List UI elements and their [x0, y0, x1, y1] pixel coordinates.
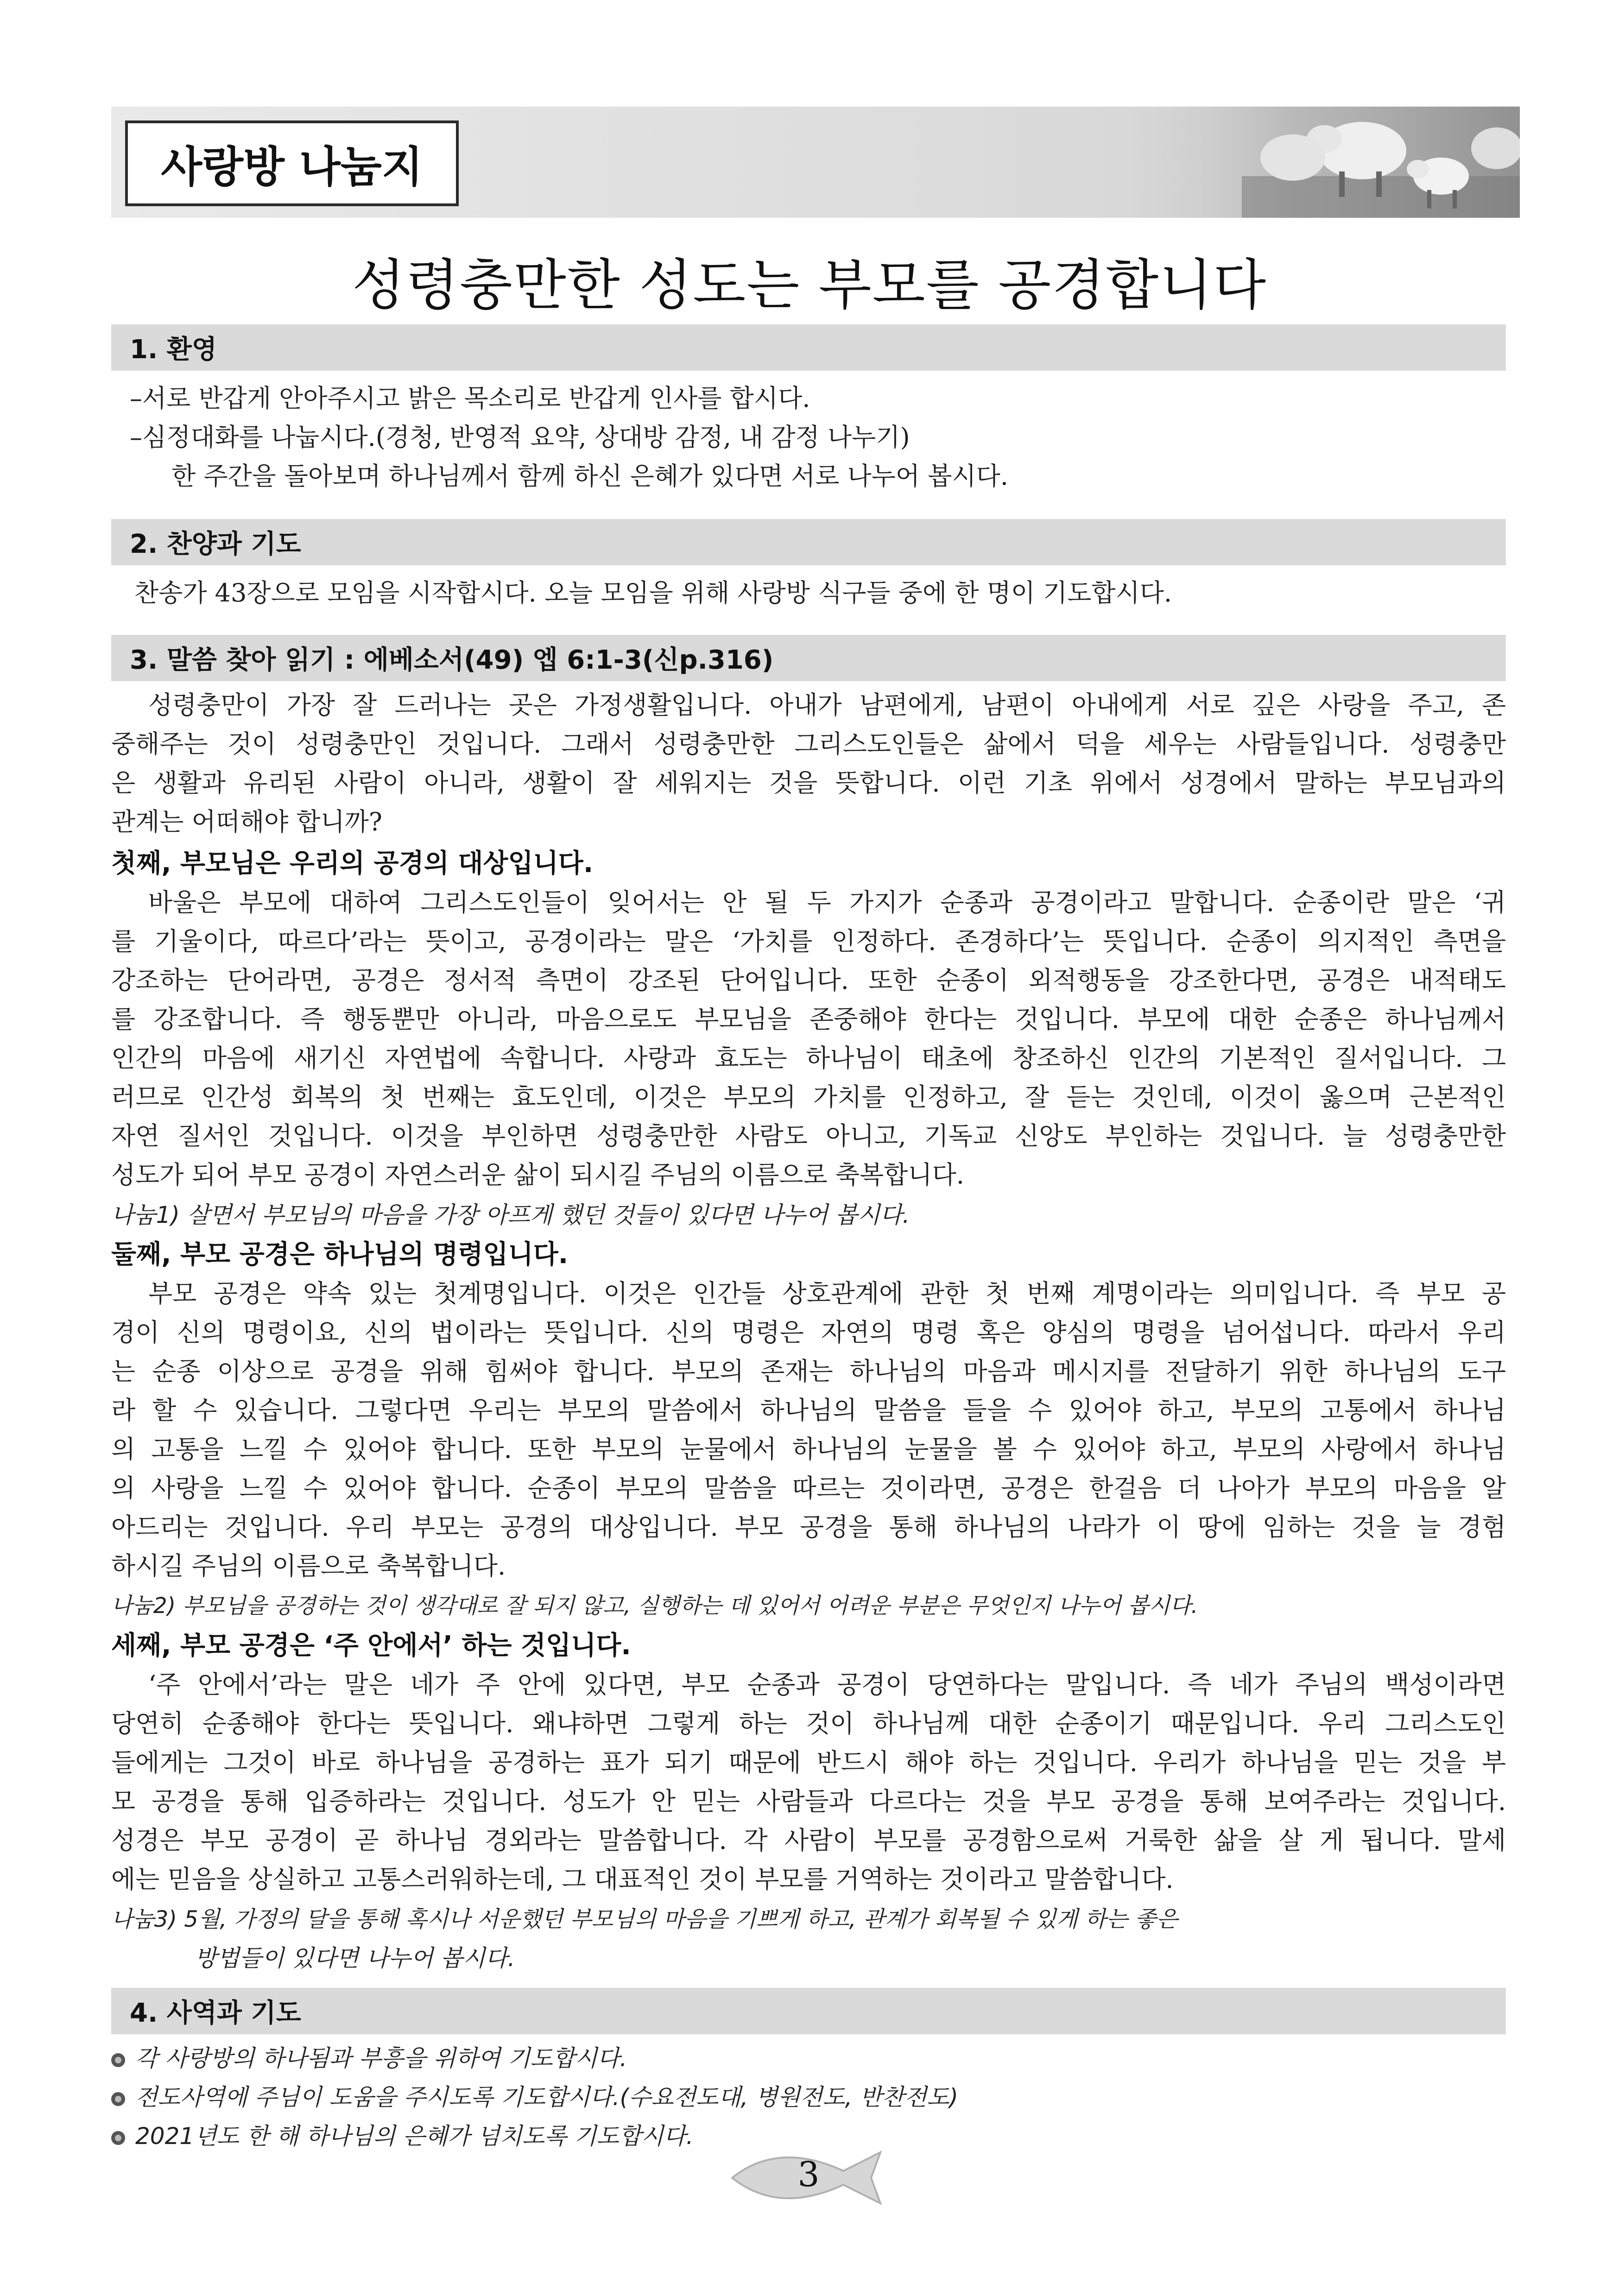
intro-line: 은 생활과 유리된 사람이 아니라, 생활이 잘 세워지는 것을 뜻합니다. 이런 기초 위에서 성경에서 말하는 부모님과의: [111, 768, 1506, 797]
share-question-3-cont: 방법들이 있다면 나누어 봅시다.: [195, 1945, 515, 1972]
section-1-header: 1. 환영: [111, 324, 1506, 371]
point-2-line: 라 할 수 있습니다. 그렇다면 우리는 부모의 말씀에서 하나님의 말씀을 들을 수 있어야 하고, 부모의 고통에서 하나님: [111, 1396, 1506, 1425]
point-2-line: 부모 공경은 약속 있는 첫계명입니다. 이것은 인간들 상호관계에 관한 첫 번째 계명이라는 의미입니다. 즉 부모 공: [148, 1279, 1506, 1308]
point-1-line: 를 강조합니다. 즉 행동뿐만 아니라, 마음으로도 부모님을 존중해야 한다는 것입니다. 부모에 대한 순종은 하나님께서: [111, 1005, 1506, 1034]
prayer-item-text: 전도사역에 주님이 도움을 주시도록 기도합시다.(수요전도대, 병원전도, 반찬전도): [135, 2084, 958, 2111]
point-1-line: 인간의 마음에 새기신 자연법에 속합니다. 사랑과 효도는 하나님이 태초에 창조하신 인간의 기본적인 질서입니다. 그: [111, 1044, 1506, 1073]
share-question-1: 나눔1) 살면서 부모님의 마음을 가장 아프게 했던 것들이 있다면 나누어 봅시다.: [111, 1202, 910, 1228]
point-1-line: 강조하는 단어라면, 공경은 정서적 측면이 강조된 단어입니다. 또한 순종이 외적행동을 강조한다면, 공경은 내적태도: [111, 966, 1506, 995]
intro-line: 성령충만이 가장 잘 드러나는 곳은 가정생활입니다. 아내가 남편에게, 남편이 아내에게 서로 깊은 사랑을 주고, 존: [148, 690, 1506, 720]
point-3-line: 당연히 순종해야 한다는 뜻입니다. 왜냐하면 그렇게 하는 것이 하나님께 대한 순종이기 때문입니다. 우리 그리스도인: [111, 1709, 1506, 1738]
section-4-header: 4. 사역과 기도: [111, 1988, 1506, 2034]
point-3-line: 모 공경을 통해 입증하라는 것입니다. 성도가 안 믿는 사람들과 다르다는 것을 부모 공경을 통해 보여주라는 것입니다.: [111, 1787, 1506, 1816]
intro-line: 관계는 어떠해야 합니까?: [111, 807, 382, 836]
point-2-line: 아드리는 것입니다. 우리 부모는 공경의 대상입니다. 부모 공경을 통해 하나님의 나라가 이 땅에 임하는 것을 늘 경험: [111, 1512, 1506, 1542]
bullet-icon: [111, 2131, 125, 2145]
point-1-heading: 첫째, 부모님은 우리의 공경의 대상입니다.: [111, 848, 594, 879]
prayer-item: [111, 2078, 1506, 2117]
point-1-line: 를 기울이다, 따르다’라는 뜻이고, 공경이라는 말은 ‘가치를 인정하다. 존경하다’는 뜻입니다. 순종이 의지적인 측면을: [111, 927, 1506, 956]
page-title: 성령충만한 성도는 부모를 공경합니다: [352, 253, 1267, 317]
header-badge: 사랑방 나눔지: [125, 120, 459, 206]
point-3-line: 들에게는 그것이 바로 하나님을 공경하는 표가 되기 때문에 반드시 해야 하는 것입니다. 우리가 하나님을 믿는 것을 부: [111, 1748, 1506, 1777]
point-3-line: ‘주 안에서’라는 말은 네가 주 안에 있다면, 부모 순종과 공경이 당연하다는 말입니다. 즉 네가 주님의 백성이라면: [148, 1670, 1506, 1699]
praise-line: 찬송가 43장으로 모임을 시작합시다. 오늘 모임을 위해 사랑방 식구들 중에 한 명이 기도합시다.: [134, 578, 1172, 607]
point-1-line: 바울은 부모에 대하여 그리스도인들이 잊어서는 안 될 두 가지가 순종과 공경이라고 말합니다. 순종이란 말은 ‘귀: [148, 888, 1506, 917]
prayer-item: [111, 2039, 1506, 2078]
prayer-item-text: 2021년도 한 해 하나님의 은혜가 넘치도록 기도합시다.: [135, 2123, 694, 2150]
point-1-line: 러므로 인간성 회복의 첫 번째는 효도인데, 이것은 부모의 가치를 인정하고, 잘 듣는 것인데, 이것이 옳으며 근본적인: [111, 1082, 1506, 1112]
welcome-line-2: –심정대화를 나눕시다.(경청, 반영적 요약, 상대방 감정, 내 감정 나누기): [130, 423, 910, 452]
page-number: 3: [797, 2155, 820, 2195]
bullet-icon: [111, 2053, 125, 2067]
intro-line: 중해주는 것이 성령충만인 것입니다. 그래서 성령충만한 그리스도인들은 삶에서 덕을 세우는 사람들입니다. 성령충만: [111, 729, 1506, 759]
point-1-line: 자연 질서인 것입니다. 이것을 부인하면 성령충만한 사람도 아니고, 기독교 신앙도 부인하는 것입니다. 늘 성령충만한: [111, 1121, 1506, 1151]
welcome-line-3: 한 주간을 돌아보며 하나님께서 함께 하신 은혜가 있다면 서로 나누어 봅시다.: [171, 462, 1008, 491]
header-band: [111, 107, 1520, 218]
share-question-2: 나눔2) 부모님을 공경하는 것이 생각대로 잘 되지 않고, 실행하는 데 있어서 어려운 부분은 무엇인지 나누어 봅시다.: [111, 1593, 1198, 1619]
point-2-line: 는 순종 이상으로 공경을 위해 힘써야 합니다. 부모의 존재는 하나님의 마음과 메시지를 전달하기 위한 하나님의 도구: [111, 1357, 1506, 1386]
point-2-line: 경이 신의 명령이요, 신의 법이라는 뜻입니다. 신의 명령은 자연의 명령 혹은 양심의 명령을 넘어섭니다. 따라서 우리: [111, 1318, 1506, 1347]
point-3-heading: 세째, 부모 공경은 ‘주 안에서’ 하는 것입니다.: [111, 1631, 631, 1661]
point-1-line: 성도가 되어 부모 공경이 자연스러운 삶이 되시길 주님의 이름으로 축복합니다.: [111, 1160, 964, 1189]
point-3-line: 에는 믿음을 상실하고 고통스러워하는데, 그 대표적인 것이 부모를 거역하는 것이라고 말씀합니다.: [111, 1865, 1174, 1894]
point-2-heading: 둘째, 부모 공경은 하나님의 명령입니다.: [111, 1240, 569, 1270]
point-2-line: 의 사랑을 느낄 수 있어야 합니다. 순종이 부모의 말씀을 따르는 것이라면, 공경은 한걸음 더 나아가 부모의 마음을 알: [111, 1474, 1506, 1503]
section-3-header: 3. 말씀 찾아 읽기 : 에베소서(49) 엡 6:1-3(신p.316): [111, 635, 1506, 681]
share-question-3: 나눔3) 5월, 가정의 달을 통해 혹시나 서운했던 부모님의 마음을 기쁘게 하고, 관계가 회복될 수 있게 하는 좋은: [111, 1906, 1178, 1932]
sheep-photo: [1103, 107, 1520, 218]
point-2-line: 하시길 주님의 이름으로 축복합니다.: [111, 1551, 506, 1581]
prayer-item-text: 각 사랑방의 하나됨과 부흥을 위하여 기도합시다.: [135, 2045, 627, 2072]
welcome-line-1: –서로 반갑게 안아주시고 밝은 목소리로 반갑게 인사를 합시다.: [130, 384, 810, 413]
bullet-icon: [111, 2092, 125, 2106]
section-2-header: 2. 찬양과 기도: [111, 519, 1506, 565]
point-2-line: 의 고통을 느낄 수 있어야 합니다. 또한 부모의 눈물에서 하나님의 눈물을 볼 수 있어야 하고, 부모의 사랑에서 하나님: [111, 1435, 1506, 1464]
point-3-line: 성경은 부모 공경이 곧 하나님 경외라는 말씀합니다. 각 사람이 부모를 공경함으로써 거룩한 삶을 살 게 됩니다. 말세: [111, 1826, 1506, 1855]
